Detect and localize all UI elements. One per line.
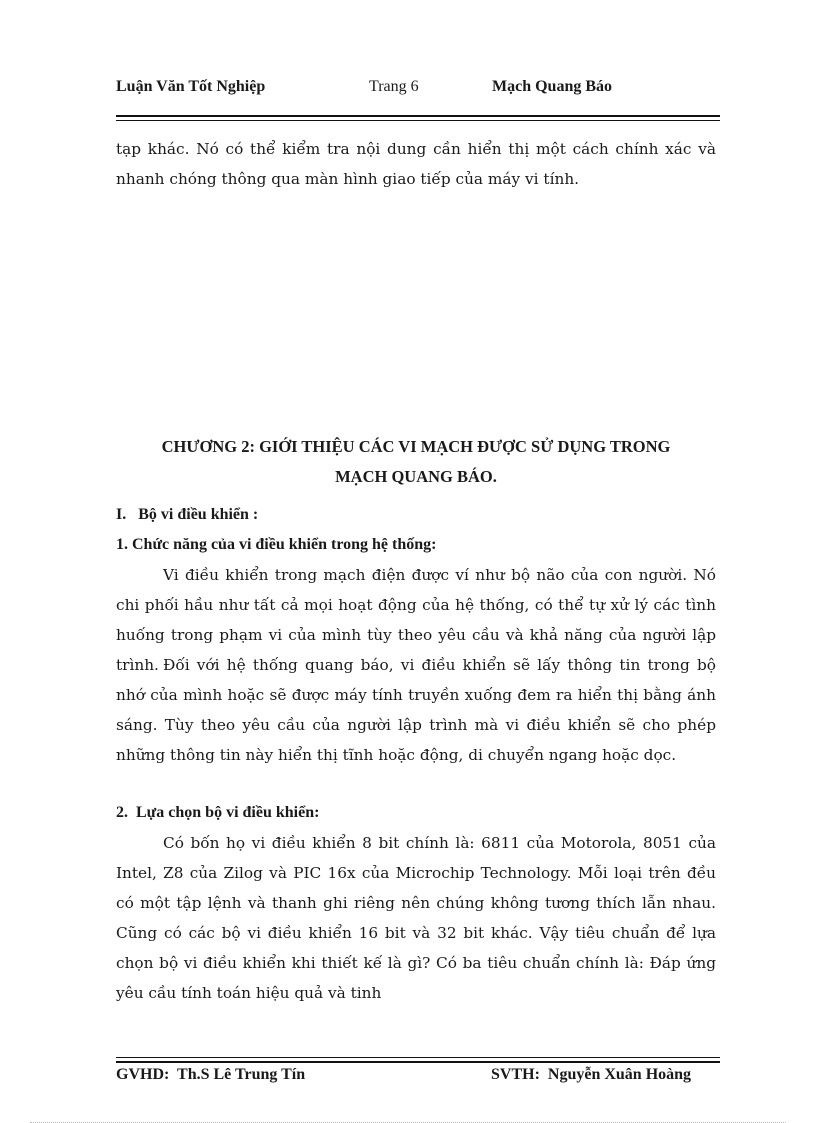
header-rule-thin — [116, 120, 720, 121]
chapter-title-line2: MẠCH QUANG BÁO. — [335, 467, 497, 486]
paragraph-3: Có bốn họ vi điều khiển 8 bit chính là: 6811 của Motorola, 8051 của Intel, Z8 của Zilog và PIC 16x của Microchip Technology. Mỗi loại trên đều có một tập lệnh và thanh ghi riêng nên chúng không tương thích lẫn nhau. Cũng có các bộ vi điều khiển 16 bit và 32 bit khác. Vậy tiêu chuẩn để lựa chọn bộ vi điều khiển khi thiết kế là gì? Có ba tiêu chuẩn chính là: Đáp ứng yêu cầu tính toán hiệu quả và tinh — [116, 834, 716, 1002]
footer-rule-thick — [116, 1061, 720, 1063]
subsection-heading-2: 2. Lựa chọn bộ vi điều khiển: — [116, 804, 320, 821]
header-project-title: Mạch Quang Báo — [492, 78, 613, 95]
footer-supervisor: GVHD: Th.S Lê Trung Tín — [116, 1066, 306, 1083]
footer-student: SVTH: Nguyễn Xuân Hoàng — [491, 1066, 692, 1083]
section-heading-I: I. Bộ vi điều khiển : — [116, 506, 259, 523]
footer-rule-thin — [116, 1057, 720, 1058]
header-rule-thick — [116, 115, 720, 117]
intro-paragraph: tạp khác. Nó có thể kiểm tra nội dung cần hiển thị một cách chính xác và nhanh chóng thông qua màn hình giao tiếp của máy vi tính. — [116, 140, 716, 188]
chapter-title-line1: CHƯƠNG 2: GIỚI THIỆU CÁC VI MẠCH ĐƯỢC SỬ DỤNG TRONG — [161, 437, 671, 456]
subsection-heading-1: 1. Chức năng của vi điều khiển trong hệ thống: — [116, 536, 437, 553]
paragraph-2: Đối với hệ thống quang báo, vi điều khiển sẽ lấy thông tin trong bộ nhớ của mình hoặc sẽ được máy tính truyền xuống đem ra hiển thị bằng ánh sáng. Tùy theo yêu cầu của người lập trình mà vi điều khiển sẽ cho phép những thông tin này hiển thị tĩnh hoặc động, di chuyển ngang hoặc dọc. — [116, 656, 716, 764]
header-page-number: Trang 6 — [369, 78, 419, 95]
paragraph-1: Vi điều khiển trong mạch điện được ví như bộ não của con người. Nó chi phối hầu như tất cả mọi hoạt động của hệ thống, có thể tự xử lý các tình huống trong phạm vi của mình tùy theo yêu cầu và khả năng của người lập trình. — [116, 566, 716, 674]
header-thesis-title: Luận Văn Tốt Nghiệp — [116, 78, 266, 95]
